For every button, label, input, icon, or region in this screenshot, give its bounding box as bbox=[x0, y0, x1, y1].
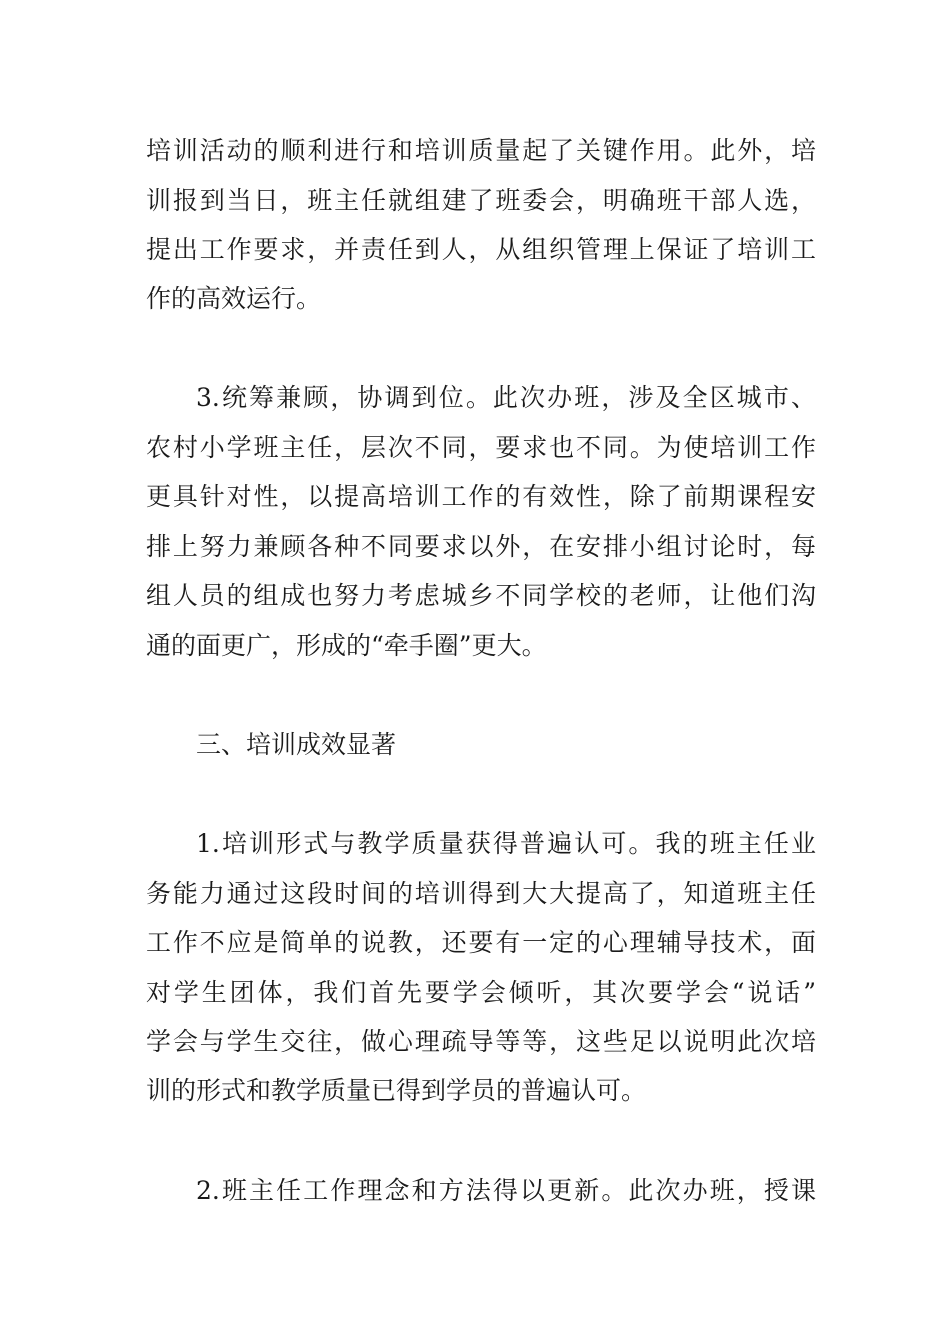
paragraph-first-line: 2.班主任工作理念和方法得以更新。此次办班，授课 bbox=[196, 1176, 816, 1205]
text-line: 更具针对性，以提高培训工作的有效性，除了前期课程安 bbox=[146, 482, 816, 511]
text-line: 培训活动的顺利进行和培训质量起了关键作用。此外，培 bbox=[146, 136, 816, 165]
text-line: 提出工作要求，并责任到人，从组织管理上保证了培训工 bbox=[146, 235, 816, 264]
text-line: 作的高效运行。 bbox=[146, 284, 322, 313]
text-line: 工作不应是简单的说教，还要有一定的心理辅导技术，面 bbox=[146, 928, 816, 957]
paragraph-first-line: 1.培训形式与教学质量获得普遍认可。我的班主任业 bbox=[196, 829, 816, 858]
text-line: 通的面更广，形成的“牵手圈”更大。 bbox=[146, 631, 547, 660]
text-line: 排上努力兼顾各种不同要求以外，在安排小组讨论时，每 bbox=[146, 532, 816, 561]
text-line: 组人员的组成也努力考虑城乡不同学校的老师，让他们沟 bbox=[146, 581, 816, 610]
paragraph-first-line: 3.统筹兼顾，协调到位。此次办班，涉及全区城市、 bbox=[196, 383, 816, 412]
text-line: 训的形式和教学质量已得到学员的普遍认可。 bbox=[146, 1076, 647, 1105]
text-line: 学会与学生交往，做心理疏导等等，这些足以说明此次培 bbox=[146, 1027, 816, 1056]
text-line: 务能力通过这段时间的培训得到大大提高了，知道班主任 bbox=[146, 879, 816, 908]
text-line: 对学生团体，我们首先要学会倾听，其次要学会“说话” bbox=[146, 978, 816, 1007]
section-heading: 三、培训成效显著 bbox=[196, 730, 397, 759]
text-line: 农村小学班主任，层次不同，要求也不同。为使培训工作 bbox=[146, 433, 816, 462]
text-line: 训报到当日，班主任就组建了班委会，明确班干部人选， bbox=[146, 186, 816, 215]
